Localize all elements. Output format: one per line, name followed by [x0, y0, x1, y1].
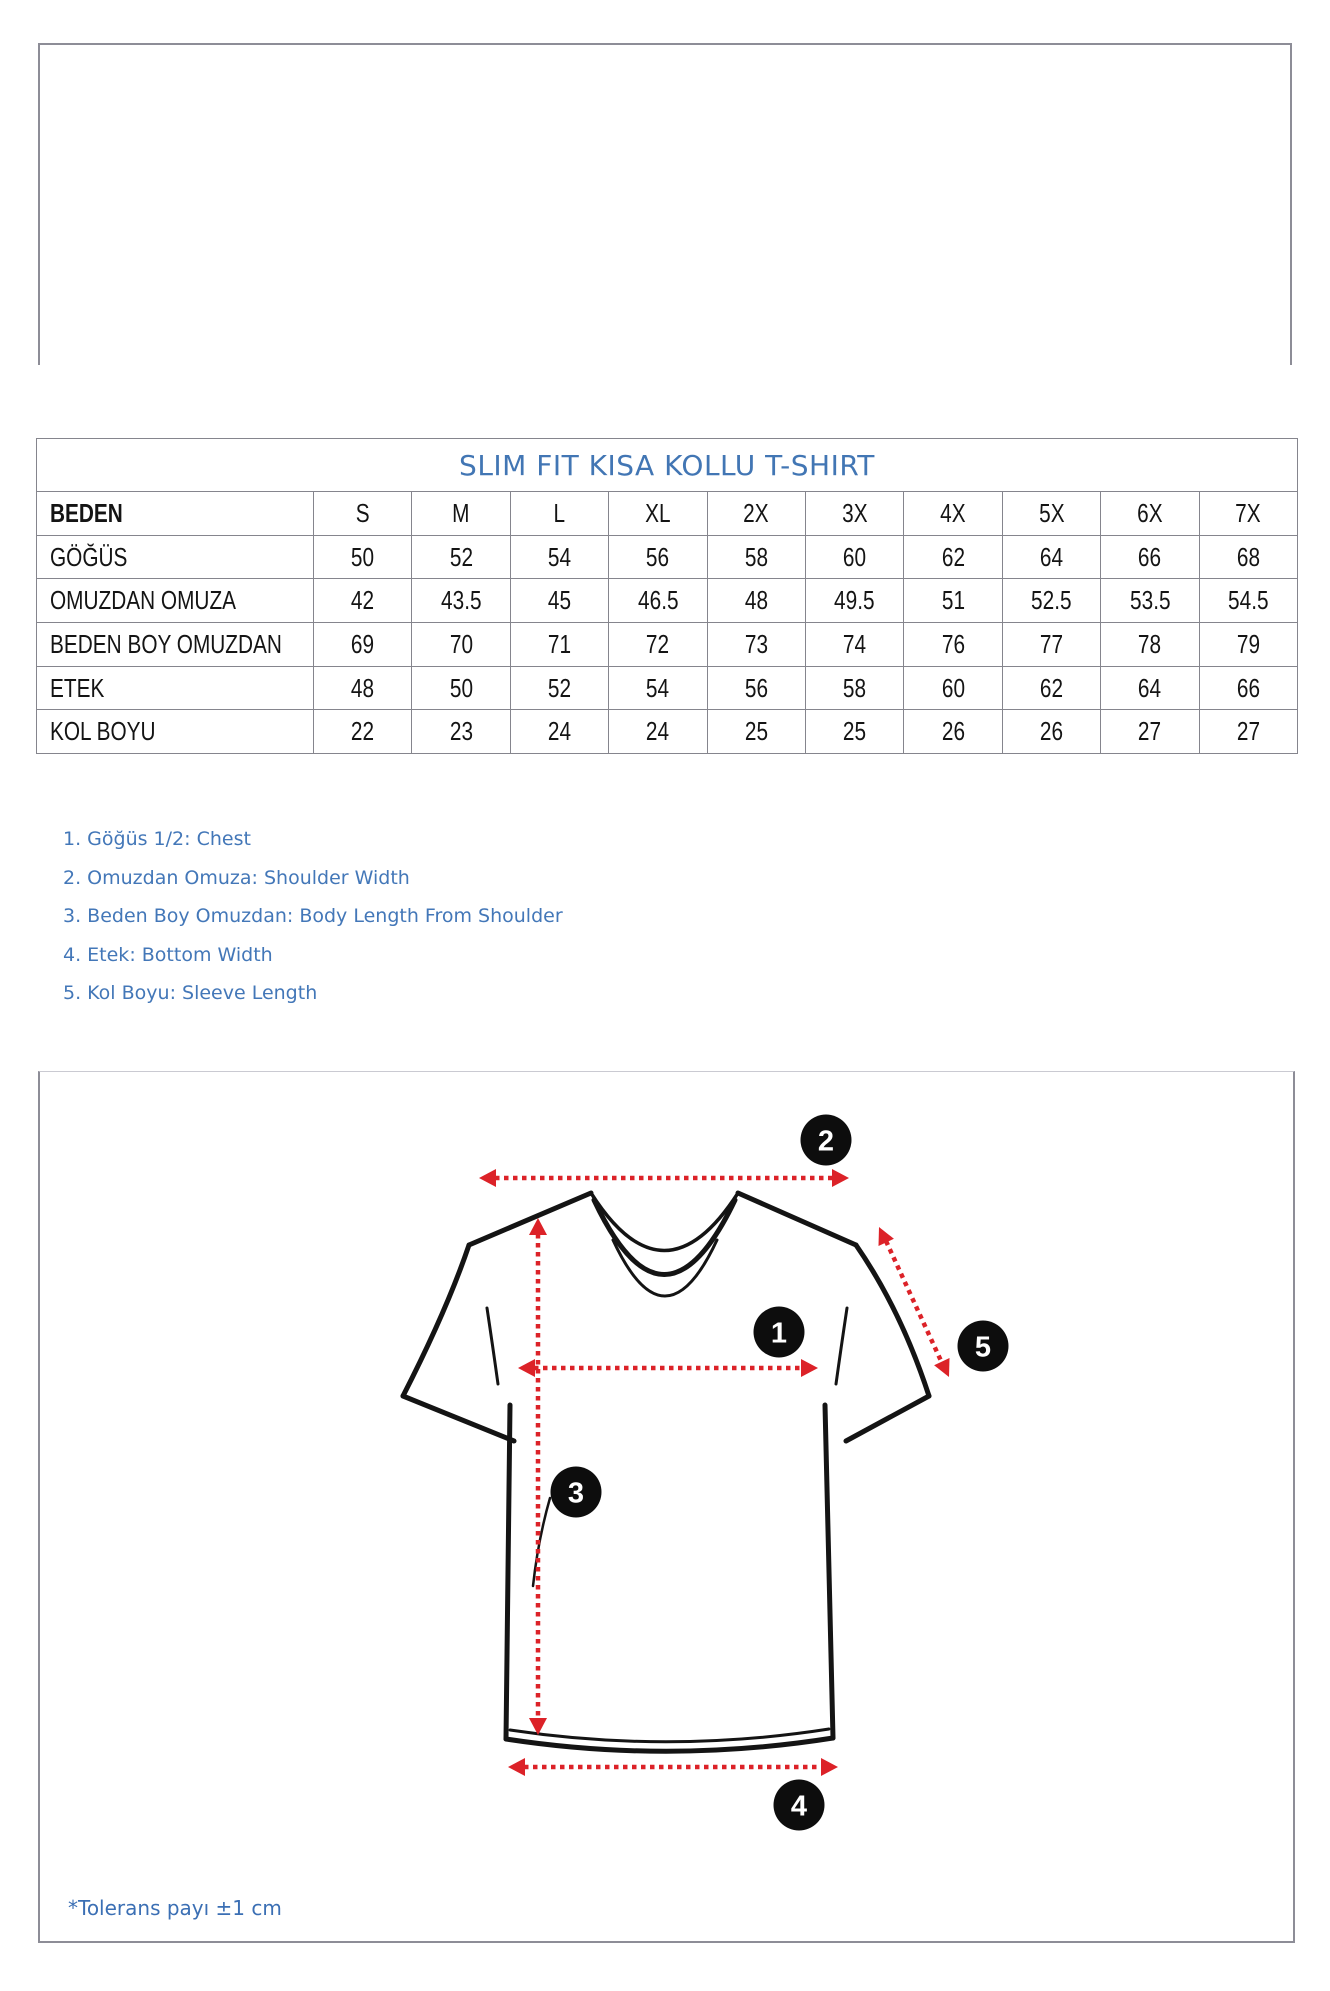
tshirt-drawing: [403, 1193, 929, 1751]
badge-2-number: 2: [817, 1125, 835, 1158]
measurement-badges: [551, 1115, 1009, 1831]
left-sleeve-cuff: [403, 1396, 514, 1441]
arrowhead-left: [508, 1758, 525, 1776]
cell: 62: [1002, 666, 1100, 710]
arrowhead-right: [832, 1169, 849, 1187]
product-image-frame: [38, 43, 1292, 365]
cell: 56: [707, 666, 805, 710]
arrowhead-lower: [934, 1358, 949, 1377]
cell: 43.5: [412, 579, 510, 623]
arrowhead-right: [821, 1758, 838, 1776]
hem-stitch: [510, 1729, 829, 1742]
cell: 60: [904, 666, 1002, 710]
measurement-arrows: [479, 1169, 950, 1776]
cell: 26: [1002, 710, 1100, 754]
badge-1: [754, 1307, 805, 1358]
collar-front-shadow: [613, 1240, 717, 1296]
arrowhead-left: [479, 1169, 496, 1187]
body-right-side: [825, 1405, 833, 1738]
cell: 54: [609, 666, 707, 710]
cell: 54.5: [1199, 579, 1297, 623]
cell: 56: [609, 535, 707, 579]
cell: 76: [904, 623, 1002, 667]
measure-arrow-chest: [518, 1359, 818, 1377]
row-label: ETEK: [37, 666, 314, 710]
arrowhead-right: [801, 1359, 818, 1377]
cell: 54: [510, 535, 608, 579]
cell: 52: [412, 535, 510, 579]
table-row: [37, 535, 1298, 579]
collar-band-bottom: [594, 1200, 735, 1275]
table-row: [37, 623, 1298, 667]
size-col-header: 5X: [1002, 492, 1100, 536]
cell: 74: [805, 623, 903, 667]
cell: 58: [805, 666, 903, 710]
cell: 66: [1101, 535, 1199, 579]
cell: 64: [1002, 535, 1100, 579]
cell: 58: [707, 535, 805, 579]
measure-arrow-bottom-width: [508, 1758, 838, 1776]
table-row: [37, 579, 1298, 623]
left-underarm-crease: [487, 1308, 498, 1384]
cell: 68: [1199, 535, 1297, 579]
cell: 45: [510, 579, 608, 623]
measurement-legend: [63, 820, 563, 1013]
table-title: [37, 439, 1298, 492]
cell: 27: [1101, 710, 1199, 754]
right-underarm-crease: [836, 1308, 847, 1384]
body-left-side: [506, 1405, 510, 1739]
size-col-header: 2X: [707, 492, 805, 536]
cell: 27: [1199, 710, 1297, 754]
size-table: [36, 438, 1298, 754]
size-col-header: 3X: [805, 492, 903, 536]
cell: 78: [1101, 623, 1199, 667]
hem-outer: [506, 1738, 833, 1751]
cell: 71: [510, 623, 608, 667]
tolerance-note: *Tolerans payı ±1 cm: [68, 1896, 282, 1920]
left-shoulder-line: [469, 1193, 591, 1245]
badge-5-number: 5: [974, 1331, 992, 1364]
badge-4: [774, 1780, 825, 1831]
size-col-header: 4X: [904, 492, 1002, 536]
header-label: BEDEN: [37, 492, 314, 536]
table-row: [37, 666, 1298, 710]
cell: 48: [314, 666, 412, 710]
cell: 72: [609, 623, 707, 667]
cell: 49.5: [805, 579, 903, 623]
cell: 24: [510, 710, 608, 754]
cell: 42: [314, 579, 412, 623]
badge-4-number: 4: [790, 1790, 808, 1823]
size-col-header: XL: [609, 492, 707, 536]
cell: 22: [314, 710, 412, 754]
legend-item-1: 1. Göğüs 1/2: Chest: [63, 828, 251, 850]
right-shoulder-line: [738, 1193, 856, 1245]
cell: 64: [1101, 666, 1199, 710]
cell: 50: [314, 535, 412, 579]
legend-item-4: 4. Etek: Bottom Width: [63, 943, 273, 966]
cell: 70: [412, 623, 510, 667]
badge-3-number: 3: [567, 1477, 585, 1510]
cell: 60: [805, 535, 903, 579]
table-title-row: [37, 439, 1298, 492]
cell: 69: [314, 623, 412, 667]
size-col-header: M: [412, 492, 510, 536]
cell: 77: [1002, 623, 1100, 667]
right-sleeve-outer: [856, 1245, 929, 1396]
arrowhead-left: [518, 1359, 535, 1377]
cell: 66: [1199, 666, 1297, 710]
row-label: OMUZDAN OMUZA: [37, 579, 314, 623]
cell: 52.5: [1002, 579, 1100, 623]
tshirt-diagram-svg: [40, 1072, 1293, 1941]
cell: 79: [1199, 623, 1297, 667]
cell: 73: [707, 623, 805, 667]
left-sleeve-outer: [403, 1245, 469, 1396]
cell: 25: [805, 710, 903, 754]
row-label: KOL BOYU: [37, 710, 314, 754]
body-wrinkle-line: [533, 1498, 550, 1586]
right-sleeve-cuff: [846, 1396, 929, 1441]
measure-arrow-shoulder-width: [479, 1169, 849, 1187]
table-row: [37, 710, 1298, 754]
measure-arrow-body-length: [529, 1218, 547, 1735]
badge-3: [551, 1467, 602, 1518]
cell: 46.5: [609, 579, 707, 623]
tshirt-measurement-diagram: [38, 1071, 1295, 1943]
cell: 53.5: [1101, 579, 1199, 623]
cell: 24: [609, 710, 707, 754]
badge-1-number: 1: [770, 1317, 788, 1350]
badge-5: [958, 1321, 1009, 1372]
legend-item-3: 3. Beden Boy Omuzdan: Body Length From Shoulder: [63, 905, 563, 927]
cell: 51: [904, 579, 1002, 623]
row-label: GÖĞÜS: [37, 535, 314, 579]
size-col-header: L: [510, 492, 608, 536]
size-col-header: S: [314, 492, 412, 536]
row-label: BEDEN BOY OMUZDAN: [37, 623, 314, 667]
size-col-header: 6X: [1101, 492, 1199, 536]
size-col-header: 7X: [1199, 492, 1297, 536]
cell: 26: [904, 710, 1002, 754]
table-title-text: SLIM FIT KISA KOLLU T-SHIRT: [459, 448, 875, 482]
legend-item-2: 2. Omuzdan Omuza: Shoulder Width: [63, 866, 410, 889]
table-header-row: [37, 492, 1298, 536]
cell: 23: [412, 710, 510, 754]
cell: 62: [904, 535, 1002, 579]
cell: 52: [510, 666, 608, 710]
cell: 50: [412, 666, 510, 710]
cell: 48: [707, 579, 805, 623]
cell: 25: [707, 710, 805, 754]
badge-2: [801, 1115, 852, 1166]
legend-item-5: 5. Kol Boyu: Sleeve Length: [63, 982, 318, 1004]
